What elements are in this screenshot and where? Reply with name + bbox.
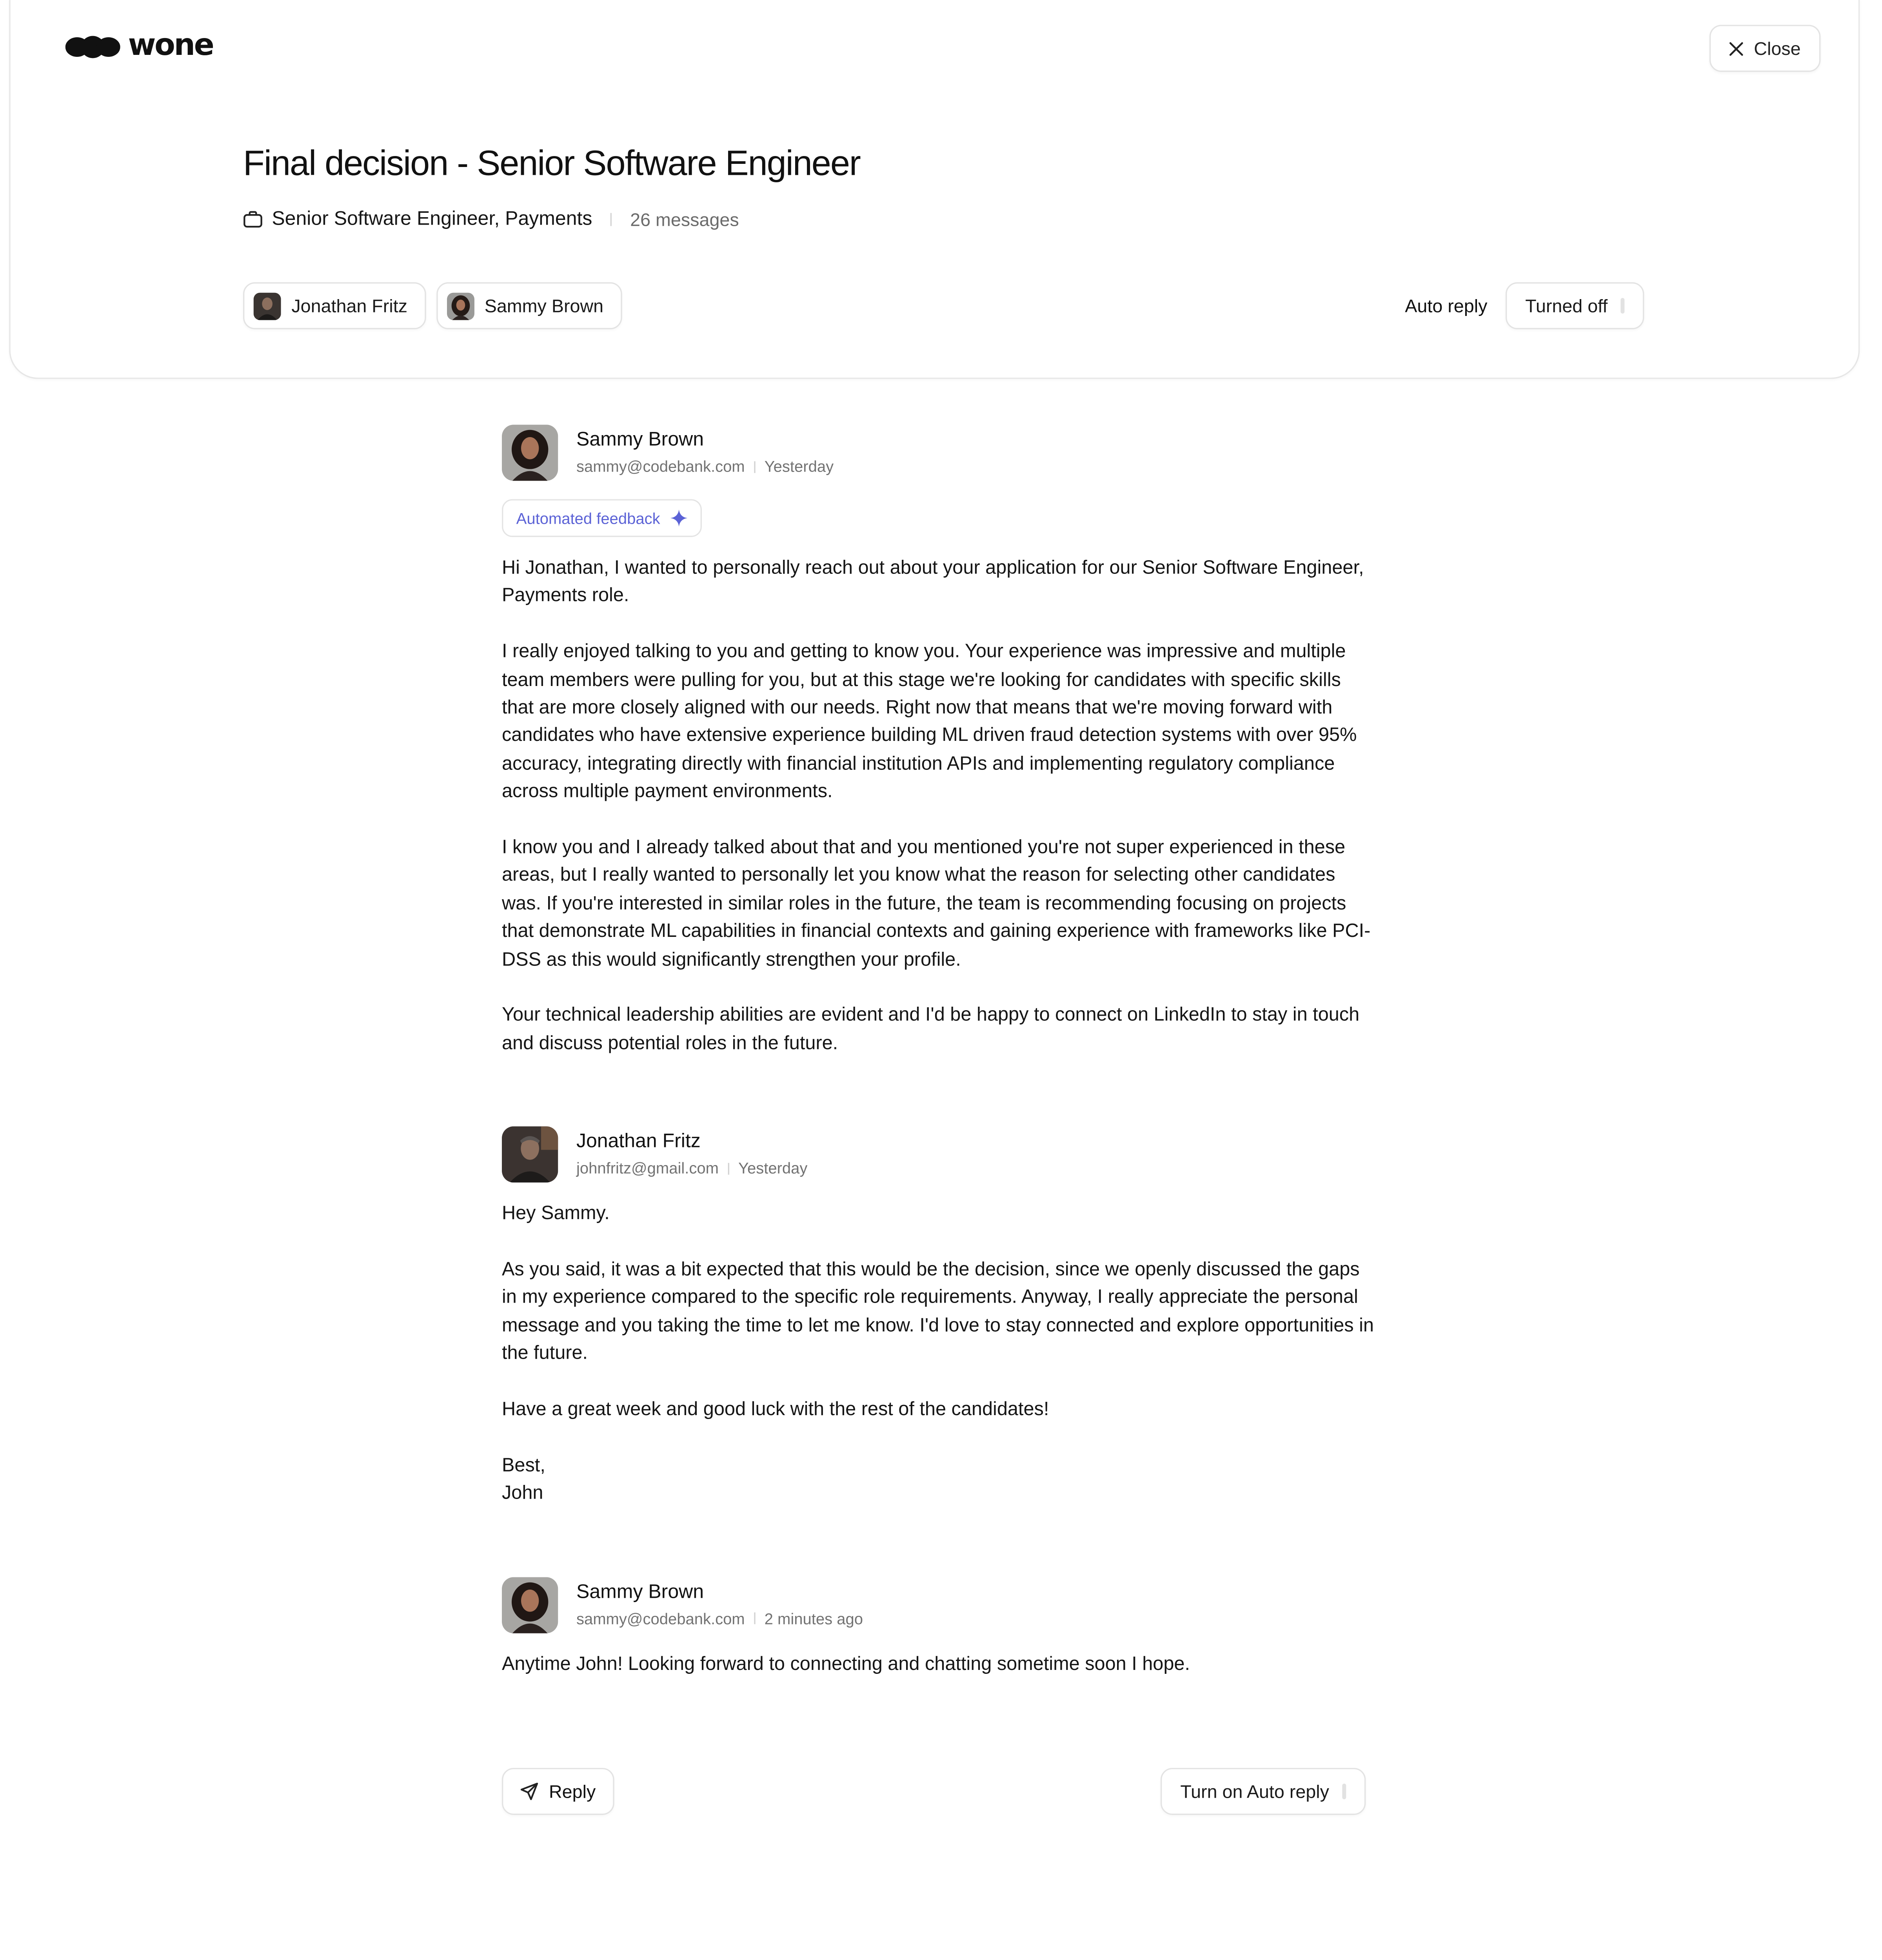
close-icon [1729,41,1744,56]
participant-name: Sammy Brown [484,295,604,316]
auto-reply-label: Auto reply [1405,295,1488,316]
toggle-handle-icon [1342,1784,1346,1799]
toggle-handle-icon [1621,298,1625,314]
send-icon [520,1782,539,1801]
message-body [502,555,1377,1059]
sender-name: Jonathan Fritz [576,1131,701,1153]
meta-divider [610,212,612,225]
message-header [502,1577,1377,1633]
briefcase-icon [243,210,263,228]
thread-actions [502,1768,1366,1815]
message-time: Yesterday [738,1159,808,1178]
logo-wordmark: wone [128,29,213,63]
message-header [502,425,1377,481]
participant-chip-sammy-brown[interactable] [436,282,621,329]
message-signature: John [501,1483,543,1504]
avatar[interactable] [502,1127,558,1183]
message-paragraph: As you said, it was a bit expected that this would be the decision, since we openly discussed the gaps in my experience compared to the specific role requirements. Anyway, I really appreciate the personal message and you taking the time to let me know. I'd love to stay connected and explore opportunities in the future. [501,1259,1374,1365]
reply-label: Reply [549,1781,596,1802]
sender-name: Sammy Brown [576,428,704,451]
sender-email[interactable]: sammy@codebank.com [576,1609,745,1628]
page-title: Final decision - Senior Software Engineer [243,143,860,183]
avatar[interactable] [502,1577,558,1633]
auto-reply-setting [1405,282,1644,329]
close-label: Close [1754,38,1801,59]
automated-feedback-badge [502,499,702,537]
message-paragraph: I really enjoyed talking to you and getting to know you. Your experience was impressive and multiple team members were pulling for you, but at this stage we're looking for candidates with specific skills that are more closely aligned with our needs. Right now that means that we're moving forward with candidates who have extensive experience building ML driven fraud detection systems with over 95% accuracy, integrating directly with financial institution APIs and implementing regulatory compliance across multiple payment environments. [501,642,1357,803]
badge-label: Automated feedback [516,509,660,527]
participant-name: Jonathan Fritz [291,295,408,316]
avatar [254,292,281,319]
message-signoff: Best, [501,1455,545,1477]
message-time: Yesterday [764,457,834,476]
message-item [502,425,1377,1059]
close-button[interactable] [1709,25,1820,72]
sender-meta [576,1610,863,1628]
message-item [502,1577,1377,1679]
thread-header [9,0,1860,379]
message-paragraph: Anytime John! Looking forward to connecting and chatting sometime soon I hope. [501,1653,1190,1675]
sender-email[interactable]: sammy@codebank.com [576,457,745,476]
message-count: 26 messages [630,208,739,229]
message-body [502,1651,1377,1679]
auto-reply-select[interactable] [1506,282,1644,329]
brand-logo[interactable] [65,31,213,62]
role-label: Senior Software Engineer, Payments [272,207,592,230]
meta-divider [754,461,755,472]
reply-button[interactable] [502,1768,614,1815]
message-paragraph: Your technical leadership abilities are evident and I'd be happy to connect on LinkedIn to stay in touch and discuss potential roles in the future. [501,1005,1360,1054]
message-header [502,1127,1377,1183]
wone-logo-icon [65,33,120,60]
meta-divider [754,1613,755,1624]
message-paragraph: Hi Jonathan, I wanted to personally reach out about your application for our Senior Software Engineer, Payments role. [501,558,1364,607]
sparkle-icon [670,510,687,526]
sender-email[interactable]: johnfritz@gmail.com [576,1159,719,1178]
sender-meta [576,1160,807,1178]
message-paragraph: Hey Sammy. [501,1203,610,1225]
sender-name: Sammy Brown [576,1581,704,1603]
thread-meta [243,208,739,230]
message-thread [502,425,1377,1747]
message-item [502,1127,1377,1509]
avatar[interactable] [502,425,558,481]
sender-info [576,1577,863,1628]
message-paragraph: Have a great week and good luck with the rest of the candidates! [501,1399,1049,1421]
auto-reply-value: Turned off [1525,295,1608,316]
turn-on-auto-reply-button[interactable] [1161,1768,1366,1815]
sender-info [576,425,834,475]
message-body [502,1201,1377,1509]
turn-on-auto-reply-label: Turn on Auto reply [1180,1781,1329,1802]
message-paragraph: I know you and I already talked about that and you mentioned you're not super experienced in these areas, but I really wanted to personally let you know what the reason for selecting other candidates was. If you're interested in similar roles in the future, the team is recommending focusing on projects that demonstrate ML capabilities in financial contexts and gaining experience with frameworks like PCI-DSS as this would significantly strengthen your profile. [501,837,1371,971]
message-time: 2 minutes ago [764,1609,863,1628]
participant-chip-jonathan-fritz[interactable] [243,282,426,329]
participant-list [243,282,622,329]
sender-info [576,1127,807,1178]
sender-meta [576,457,834,476]
meta-divider [728,1163,729,1174]
avatar [447,292,474,319]
